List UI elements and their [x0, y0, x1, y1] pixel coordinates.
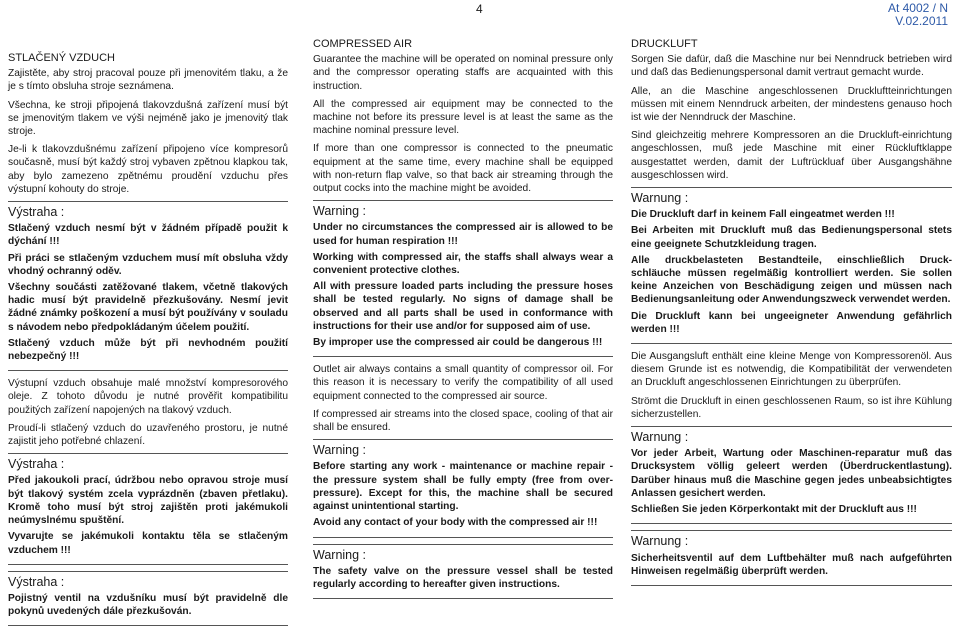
doc-ref: At 4002 / N — [887, 1, 948, 15]
warning-item: Schließen Sie jeden Körperkontakt mit der Druckluft aus !!! — [631, 504, 917, 516]
warning-item: Before starting any work - maintenance or machine repair - the pressure system shall be fully empty (free from over-pressure). Except for this, the machine shall be secured against unintentional starting. — [313, 461, 613, 513]
warning-title: Warnung : — [631, 430, 689, 445]
warning-box — [313, 200, 613, 357]
warning-item: Při práci se stlačeným vzduchem musí mít obsluha vždy vhodný ochranný oděv. — [8, 252, 288, 277]
paragraph: Alle, an die Maschine angeschlossenen Druckluftteinrichtungen müssen mit einem Nenndruck arbeiten, der mindestens genauso hoch ist wie der Nenndruck der Maschine. — [631, 85, 952, 124]
warning-item: Sicherheitsventil auf dem Luftbehälter muß nach aufgeführten Hinweisen regelmäßig überprüft werden. — [631, 552, 952, 577]
warning-title: Výstraha : — [8, 574, 65, 589]
doc-version: V.02.2011 — [895, 14, 948, 28]
warning-title: Warning : — [313, 204, 367, 219]
warning-item: By improper use the compressed air could be dangerous !!! — [313, 337, 603, 349]
warning-item: Pojistný ventil na vzdušníku musí být pravidelně dle pokynů uvedených dále přezkušován. — [8, 592, 288, 618]
warning-box — [8, 201, 288, 371]
paragraph: Všechna, ke stroji připojená tlakovzdušná zařízení musí být se jmenovitým tlakem ve výši nejméně jako je jmenovitý tlak stroje. — [8, 99, 288, 138]
warning-title: Warnung : — [631, 191, 689, 206]
warning-item: Alle druckbelasteten Bestandteile, einschließlich Druck-schläuche müssen regelmäßig kontrolliert werden. Sie sollen keine Anzeichen von Beschädigung zeigen und müssen nach Bedienungsanleitung oder Anwendungszweck verwendet werden. — [631, 254, 952, 306]
paragraph: Outlet air always contains a small quantity of compressor oil. For this reason it is necessary to verify the compatibility of all used equipment connected to the compressed air source. — [313, 364, 613, 402]
warning-title: Warnung : — [631, 534, 689, 549]
column-german — [631, 38, 952, 592]
paragraph: Je-li k tlakovzdušnému zařízení připojeno více kompresorů současně, musí být každý stroj vybaven zpětnou klapkou tak, aby bylo zamezeno zpětnému proudění vzduchu přes výstupní kohouty do stroje. — [8, 144, 288, 195]
section-heading: DRUCKLUFT — [631, 38, 698, 50]
warning-box — [8, 453, 288, 564]
warning-item: Stlačený vzduch může být při nevhodném použití nebezpečný !!! — [8, 337, 288, 363]
warning-item: The safety valve on the pressure vessel shall be tested regularly according to hereafter given instructions. — [313, 565, 613, 590]
page-number: 4 — [476, 2, 483, 16]
warning-item: Vor jeder Arbeit, Wartung oder Maschinen-reparatur muß das Drucksystem völlig geleert werden (Überdruckentlastung). Darüber hinaus muß die Maschine gegen jedes unbeabsichtigtes Anlassen gesichert werden. — [631, 448, 952, 499]
warning-title: Warning : — [313, 547, 367, 562]
warning-item: Stlačený vzduch nesmí být v žádném případě použit k dýchání !!! — [8, 223, 288, 248]
paragraph: If more than one compressor is connected to the pneumatic equipment at the same time, every machine shall be equipped with non-return flap valve, so that back air streaming through the output cocks into the machine might be avoided. — [313, 143, 613, 195]
paragraph: Sind gleichzeitig mehrere Kompressoren an die Druckluft-einrichtung angeschlossen, muß jede Maschine mit einer Rückluftklappe ausgestattet werden, damit der Luftrückluaf über Ausgangshähne ausgeschlossen wird. — [631, 130, 952, 181]
paragraph: Die Ausgangsluft enthält eine kleine Menge von Kompressorenöl. Aus diesem Grunde ist es notwendig, die Kompatibilität der verwendeten an Druckluft angeschlossenen Einrichtungen zu überprüfen. — [631, 351, 952, 389]
column-czech — [8, 38, 288, 632]
document-reference — [888, 2, 948, 28]
warning-title: Výstraha : — [8, 457, 65, 472]
section-heading: STLAČENÝ VZDUCH — [8, 52, 115, 64]
paragraph: Proudí-li stlačený vzduch do uzavřeného prostoru, je nutné zajistit jeho potřebné chlazení. — [8, 422, 288, 448]
warning-box — [631, 187, 952, 344]
paragraph: Sorgen Sie dafür, daß die Maschine nur bei Nenndruck betrieben wird und daß das Bedienungspersonal damit vertraut gemacht wurde. — [631, 54, 952, 79]
warning-item: Bei Arbeiten mit Druckluft muß das Bedienungspersonal stets eine geeignete Schutzkleidung tragen. — [631, 225, 952, 250]
paragraph: Strömt die Druckluft in einen geschlossenen Raum, so ist ihre Kühlung sicherzustellen. — [631, 395, 952, 420]
paragraph: Výstupní vzduch obsahuje malé množství kompresorového oleje. Z tohoto důvodu je nutné prověřit kompatibilitu použitých zařízení napojených na tlakový vzduch. — [8, 378, 288, 416]
warning-box — [313, 544, 613, 600]
paragraph: All the compressed air equipment may be connected to the machine not before its pressure level is at least the same as the machine nominal pressure level. — [313, 98, 613, 137]
warning-item: Před jakoukoli prací, údržbou nebo opravou stroje musí být tlakový systém zcela vyprázdněn (zbaven přetlaku). Kromě toho musí být stroj zajištěn proti jakémukoli neúmyslnému spuštění. — [8, 475, 288, 527]
warning-item: Všechny součásti zatěžované tlakem, včetně tlakových hadic musí být pravidelně přezkušovány. Nesmí jevit žádné známky poškození a musí být používány v souladu s návodem nebo předpokládaným účelem použití. — [8, 282, 288, 333]
warning-item: Vyvarujte se jakémukoli kontaktu těla se stlačeným vzduchem !!! — [8, 531, 288, 556]
column-english — [313, 38, 613, 605]
warning-item: Under no circumstances the compressed air is allowed to be used for human respiration !!! — [313, 222, 613, 247]
warning-item: Die Druckluft darf in keinem Fall eingeatmet werden !!! — [631, 209, 895, 221]
warning-item: Die Druckluft kann bei ungeeigneter Anwendung gefährlich werden !!! — [631, 310, 952, 335]
paragraph: Guarantee the machine will be operated on nominal pressure only and the compressor operating staffs are acquainted with this instruction. — [313, 54, 613, 92]
warning-title: Warning : — [313, 443, 367, 458]
warning-box — [313, 439, 613, 537]
warning-box — [631, 426, 952, 524]
warning-item: Working with compressed air, the staffs shall always wear a convenient protective clothes. — [313, 251, 613, 277]
paragraph: Zajistěte, aby stroj pracoval pouze při jmenovitém tlaku, a že je s tímto obsluha stroje seznámena. — [8, 68, 288, 93]
section-heading: COMPRESSED AIR — [313, 38, 413, 50]
warning-item: Avoid any contact of your body with the compressed air !!! — [313, 517, 598, 529]
warning-box — [631, 530, 952, 586]
warning-title: Výstraha : — [8, 205, 65, 220]
warning-box — [8, 571, 288, 627]
paragraph: If compressed air streams into the closed space, cooling of that air shall be ensured. — [313, 408, 613, 434]
warning-item: All with pressure loaded parts including the pressure hoses shall be tested regularly. No signs of damage shall be observed and all parts shall be used in conformance with instructions for their use and/or for supposed aim of use. — [313, 281, 613, 332]
